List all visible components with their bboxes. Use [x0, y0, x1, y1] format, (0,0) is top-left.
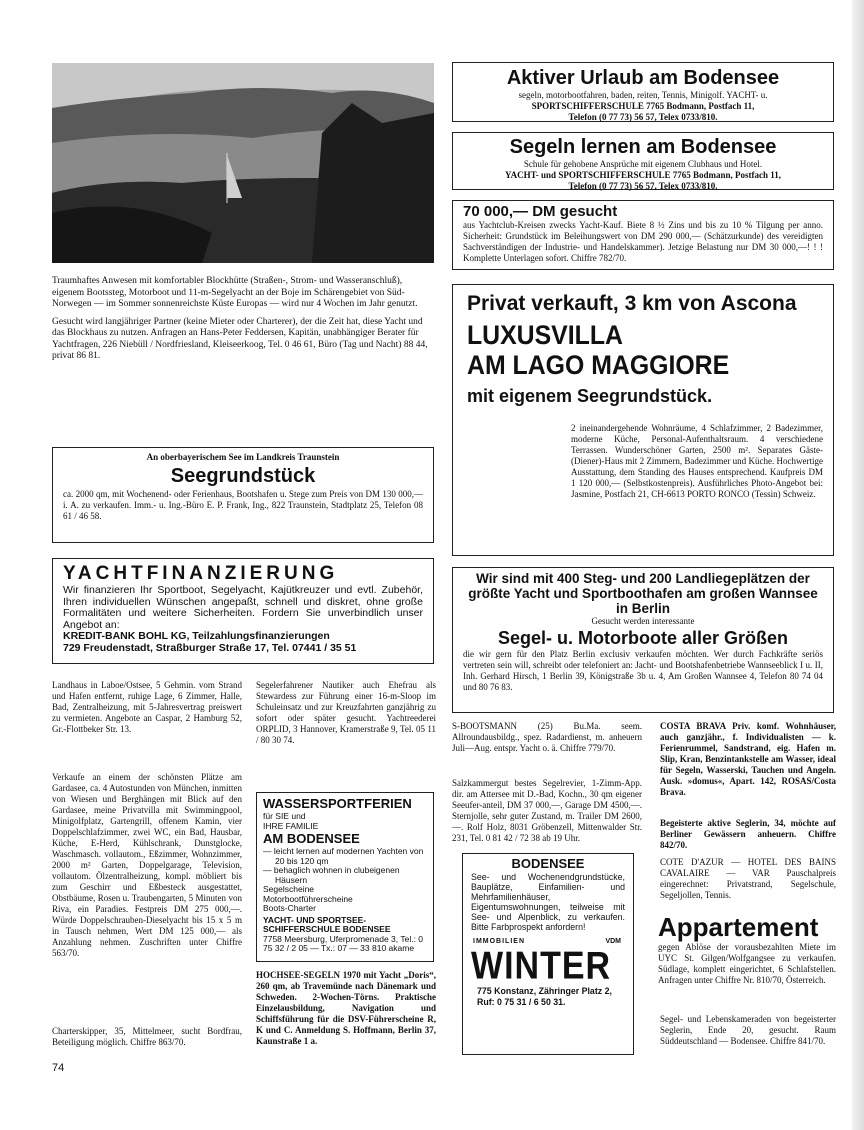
ad-line: Telefon (0 77 73) 56 57, Telex 0733/810.	[568, 112, 718, 122]
ad-wassersportferien	[256, 792, 434, 962]
ad-body: aus Yachtclub-Kreisen zwecks Yacht-Kauf. Biete 8 ½ Zins und bis zu 10 % Tilgung per anno. Sicherheit: Grundstück im Beleihungswert von DM 290 000,— (Schätzurkunde) des vereidigten Sachverständigen der Industrie- und Handelskammer). Jetzige Belastung nur DM 30 000,—! ! ! Komplette Unterlagen sofort. Chiffre 782/70.	[463, 220, 823, 263]
ad-address: 775 Konstanz, Zähringer Platz 2, Ruf: 0 75 31 / 6 50 31.	[477, 986, 612, 1007]
ad-line: YACHT- und SPORTSCHIFFERSCHULE 7765 Bodmann, Postfach 11,	[504, 170, 782, 180]
ad-costa-brava: COSTA BRAVA Priv. komf. Wohnhäuser, auch ganzjähr., f. Individualisten — k. Ferienrummel, Sandstrand, eig. Hafen m. Slip, Kran, Benzintankstelle am Wasser, ideal für Segeln, Wasserski, Tauchen und Angeln. Ausk. »domus«, Apart. 142, ROSAS/Costa Brava.	[660, 721, 836, 797]
ad-bodensee-winter	[462, 853, 634, 1055]
lake-photo	[52, 63, 434, 263]
ad-line: Schule für gehobene Ansprüche mit eigenem Clubhaus und Hotel.	[523, 159, 763, 169]
ad-luxusvilla	[452, 284, 834, 556]
photo-ad-text-2: Gesucht wird langjähriger Partner (keine Mieter oder Charterer), der die Zeit hat, diese Yacht und das Blockhaus zu nutzen. Anfragen an Hans-Peter Feddersen, Kapitän, unabhängiger Berater für Yachtfragen, 226 Niebüll / Nordfriesland, Kleiseerkoog, Tel. 0 46 61, Büro (Tag und Nacht) 88 44, privat 86 81.	[52, 316, 428, 361]
logo-small: IMMOBILIEN	[473, 938, 525, 945]
ad-kicker: An oberbayerischem See im Landkreis Traunstein	[146, 452, 340, 462]
ad-yachtfinanzierung	[52, 558, 434, 664]
ad-lebenskameraden: Segel- und Lebenskameraden von begeisterter Seglerin, Ende 20, gesucht. Raum Süddeutschland — Bodensee. Chiffre 841/70.	[660, 1014, 836, 1046]
ad-seegrundstueck	[52, 447, 434, 543]
ad-body: ca. 2000 qm, mit Wochenend- oder Ferienhaus, Bootshafen u. Stege zum Preis von DM 130 000,— i. A. zu verkaufen. Imm.- u. Ing.-Büro E. P. Frank, Ing., 822 Traunstein, Stadtplatz 25, Telefon 08 61 / 46 58.	[63, 489, 423, 521]
ad-villa-title: LUXUSVILLA	[467, 320, 623, 350]
ad-headline: Segel- u. Motorboote aller Größen	[497, 628, 789, 648]
norway-lake-image	[52, 63, 434, 263]
ad-item: Boots-Charter	[263, 903, 316, 913]
winter-logo	[471, 936, 625, 988]
ad-aktiver-urlaub	[452, 62, 834, 122]
ad-title: YACHTFINANZIERUNG	[63, 563, 339, 584]
ad-line: mit eigenem Seegrundstück.	[467, 386, 713, 406]
ad-item: Segelscheine	[263, 884, 315, 894]
page-edge	[852, 0, 864, 1130]
ad-salzkammergut: Salzkammergut bestes Segelrevier, 1-Zimm-App. dir. am Attersee mit D.-Bad, Kochn., 30 qm eigener Seeufer-anteil, DM 37 000,—, Garage DM 4500,—. Sternjolle, sehr guter Zustand, m. Trailer DM 2600,—. Rolf Holz, 8031 Gröbenzell, Mittenwalder Str. 231, Tel. 0 81 42 / 72 38 ab 19 Uhr.	[452, 778, 642, 843]
ad-bullet: — behaglich wohnen in clubeigenen Häusern	[263, 865, 400, 885]
ad-line: Telefon (0 77 73) 56 57, Telex 0733/810.	[568, 181, 718, 191]
ad-sub: für SIE und	[263, 811, 306, 821]
ad-sub: IHRE FAMILIE	[263, 820, 319, 831]
logo-vdm: VDM	[605, 938, 621, 945]
ad-appartement	[658, 912, 836, 986]
ad-gardasee: Verkaufe an einem der schönsten Plätze am Gardasee, ca. 4 Autostunden von München, inmitten von Wiesen und Berghängen mit Blick auf den Gardasee, meine Privatvilla mit Swimmingpool, Minigolfplatz, Gartengrill, offenem Kamin, vier Doppelschlafzimmer, zwei WC, ein Bad, Hausbar, Küche, E-Herd, Kühlschrank, Dunstglocke, Waschmasch. vollautom., Eßzimmer, Wohnzimmer, 2000 m² Garten, Doppelgarage, Television, vollautom. Ölzentralheizung, kompl. möbliert bis zum Geschirr und Eßbesteck ausgestattet, Obstbäume, Rosen u. Traubengarten, 5 Minuten von Riva, ein Paradies. Festpreis DM 275 000,—. Würde Doppelschrauben-Dieselyacht bis 15 x 5 m in Tausch nehmen, Wert DM 125 000,— als Anzahlung nehmen. Zuschriften unter Chiffre 563/70.	[52, 772, 242, 958]
ad-title: Seegrundstück	[170, 465, 316, 487]
ad-company: KREDIT-BANK BOHL KG, Teilzahlungsfinanzierungen	[63, 630, 330, 642]
photo-ad-text-1: Traumhaftes Anwesen mit komfortabler Blockhütte (Straßen-, Strom- und Wasseranschluß), eigenem Bootssteg, Motorboot und 11-m-Segelyacht an der Boje im Schärengebiet von Süd-Norwegen — im Sommer sonnenreichste Küste Europas — wird nur 4 Wochen im Jahr genutzt.	[52, 276, 418, 309]
ad-body: Wir finanzieren Ihr Sportboot, Segelyacht, Kajütkreuzer und evtl. Zubehör, Ihren individuellen Wünschen angepaßt, schnell und diskret, ohne große Formalitäten und weitere Sicherheiten. Fordern Sie unverbindlich unser Angebot an:	[63, 584, 423, 631]
ad-charterskipper: Charterskipper, 35, Mittelmeer, sucht Bordfrau, Beteiligung möglich. Chiffre 863/70.	[52, 1026, 242, 1047]
ad-hochsee: HOCHSEE-SEGELN 1970 mit Yacht „Doris“, 260 qm, ab Travemünde nach Dänemark und Schweden. 2-Wochen-Törns. Praktische Einzelausbildung, Navigation und Schiffsführung für die DSV-Führerscheine R, K und C. Anmeldung S. Hoffmann, Berlin 37, Kaunstraße 1 a.	[256, 970, 436, 1046]
ad-title: 70 000,— DM gesucht	[463, 203, 618, 220]
logo-winter: WINTER	[471, 944, 612, 988]
ad-wannsee	[452, 567, 834, 713]
ad-nautiker: Segelerfahrener Nautiker auch Ehefrau als Stewardess zur Führung einer 16-m-Sloop im Schuleinsatz und zur Kreuzfahrten ganzjährig zu sofort oder später gesucht. Yachtreederei ORPLID, 3 Hannover, Kramerstraße 9, Tel. 05 11 / 80 30 74.	[256, 680, 436, 745]
ad-bullet: — leicht lernen auf modernen Yachten von 20 bis 120 qm	[263, 846, 424, 866]
ad-cote-dazur: COTE D'AZUR — HOTEL DES BAINS CAVALAIRE — VAR Pauschalpreis eingerechnet: Privatstrand, Segelschule, Segeljollen, Tennis.	[660, 857, 836, 900]
ad-address: 7758 Meersburg, Uferpromenade 3, Tel.: 0 75 32 / 2 05 — Tx.: 07 — 33 810 akame	[263, 933, 424, 953]
ad-title: Aktiver Urlaub am Bodensee	[506, 67, 780, 89]
ad-title: WASSERSPORTFERIEN	[263, 796, 412, 811]
page-number: 74	[52, 1062, 65, 1074]
ad-seglerin: Begeisterte aktive Seglerin, 34, möchte auf Berliner Gewässern anheuern. Chiffre 842/70.	[660, 818, 836, 850]
ad-title: Appartement	[658, 912, 819, 942]
ad-item: Motorbootführerscheine	[263, 893, 353, 904]
ad-70000-gesucht	[452, 200, 834, 270]
ad-school: YACHT- UND SPORTSEE-SCHIFFERSCHULE BODENSEE	[263, 914, 391, 934]
ad-title: Segeln lernen am Bodensee	[509, 136, 777, 158]
ad-segeln-lernen	[452, 132, 834, 190]
ad-line: SPORTSCHIFFERSCHULE 7765 Bodmann, Postfach 11,	[531, 101, 755, 111]
ad-title-2: AM BODENSEE	[263, 831, 360, 846]
photo-ad-caption	[52, 276, 434, 363]
ad-villa-title: AM LAGO MAGGIORE	[467, 350, 730, 380]
ad-line: segeln, motorbootfahren, baden, reiten, Tennis, Minigolf. YACHT- u.	[518, 90, 768, 100]
ad-body: 2 ineinandergehende Wohnräume, 4 Schlafzimmer, 2 Badezimmer, moderne Küche, Personal-Aufenthaltsraum. 4 verschiedene Terrassen. Wunderschöner Garten, 2500 m². Separates Gäste-(Diener)-Haus mit 2 Zimmern, Badezimmer und Küche. Hochwertige Ausstattung, dem Standing des Hauses entsprechend. Kaufpreis DM 1 120 000,— (Selbstkostenpreis). Ausführliches Photo-Angebot bei: Jasmine, Postfach 21, CH-6613 PORTO RONCO (Tessin) Schweiz.	[571, 423, 823, 499]
ad-body: See- und Wochenendgrundstücke, Bauplätze, Einfamilien- und Mehrfamilienhäuser, Eigentumswohnungen, teilweise mit See- und Alpenblick, zu verkaufen. Bitte Farbprospekt anfordern!	[471, 872, 625, 932]
ad-address: 729 Freudenstadt, Straßburger Straße 17, Tel. 07441 / 35 51	[63, 641, 357, 654]
ad-title: Wir sind mit 400 Steg- und 200 Landliegeplätzen der größte Yacht und Sportboothafen am großen Wannsee in Berlin	[468, 571, 818, 616]
ad-title: BODENSEE	[511, 856, 585, 871]
ad-laboe: Landhaus in Laboe/Ostsee, 5 Gehmin. vom Strand und Hafen entfernt, ruhige Lage, 6 Zimmer, Halle, Bad, Zentralheizung, mit 5-Jahresvertrag preiswert zu vermieten. Angebote an Caspar, 2 Hamburg 52, Gr.-Flottbeker Str. 13.	[52, 680, 242, 734]
ad-body: gegen Ablöse der vorausbezahlten Miete im UYC St. Gilgen/Wolfgangsee zu verkaufen. Südlage, komplett eingerichtet, 6 Schlafstellen. Anfragen unter Chiffre Nr. 810/70, Österreich.	[658, 942, 836, 985]
ad-line: Privat verkauft, 3 km von Ascona	[467, 292, 797, 315]
ad-s-bootsmann: S-BOOTSMANN (25) Bu.Ma. seem. Allroundausbildg., spez. Radardienst, m. anheuern Juli—Aug. entspr. Yacht o. ä. Chiffre 779/70.	[452, 721, 642, 753]
ad-body: die wir gern für den Platz Berlin exclusiv verkaufen möchten. Wer durch Fachkräfte seriös vertreten sein will, schreibt oder telefoniert an: Jacht- und Bootshafenbetriebe Wannseeblick I u. II, Inh. Gerhard Hirsch, 1 Berlin 39, Königstraße 3b u. 4, Am Großen Wannsee 4, Telefon 80 74 04 und 80 76 83.	[463, 649, 823, 692]
ad-sub: Gesucht werden interessante	[591, 616, 695, 626]
